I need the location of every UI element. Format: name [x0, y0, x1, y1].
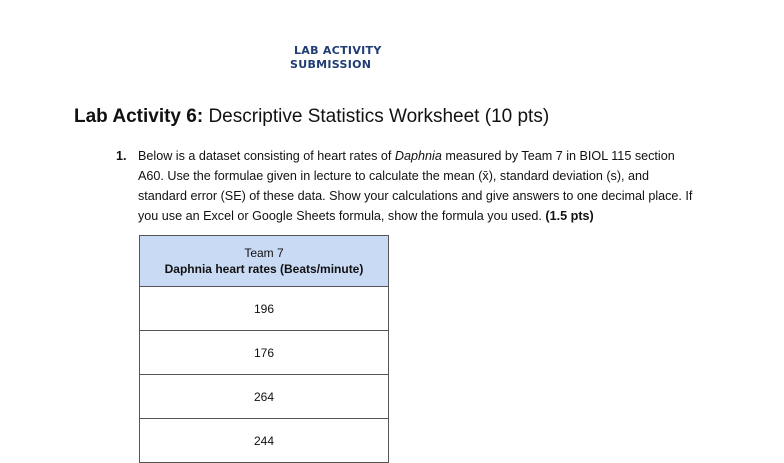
table-header-row — [140, 236, 389, 287]
table-header-line-2: Daphnia heart rates (Beats/minute) — [164, 262, 364, 276]
table-header-line-1: Team 7 — [244, 246, 284, 260]
question-italic-word: Daphnia — [394, 149, 442, 163]
table-cell: 196 — [140, 287, 389, 331]
table-cell: 176 — [140, 331, 389, 375]
table-row — [140, 331, 389, 375]
question-text — [138, 146, 698, 226]
title-prefix: Lab Activity 6: — [74, 106, 204, 127]
question-text-part1: Below is a dataset consisting of heart rates of — [138, 149, 395, 163]
table-cell: 264 — [140, 375, 389, 419]
question-points: (1.5 pts) — [545, 209, 594, 223]
lab-activity-submission-header — [290, 44, 382, 72]
question-number: 1. — [116, 149, 127, 163]
heart-rate-table — [139, 235, 389, 463]
title-rest: Descriptive Statistics Worksheet (10 pts) — [203, 106, 550, 127]
header-line-1: LAB ACTIVITY — [294, 44, 382, 57]
table-row — [140, 375, 389, 419]
header-line-2: SUBMISSION — [290, 58, 372, 71]
page-title — [74, 106, 549, 128]
table-row — [140, 287, 389, 331]
table-header-cell — [140, 236, 389, 287]
question-text-part2: measured by Team 7 in BIOL 115 section A60. Use the formulae given in lecture to calculate the mean (x̄), standard deviation (s), and standard error (SE) of these data. Show your calculations and give answers to one decimal place. If you use an Excel or Google Sheets formula, show the formula you used. — [138, 149, 693, 223]
table-cell: 244 — [140, 419, 389, 463]
